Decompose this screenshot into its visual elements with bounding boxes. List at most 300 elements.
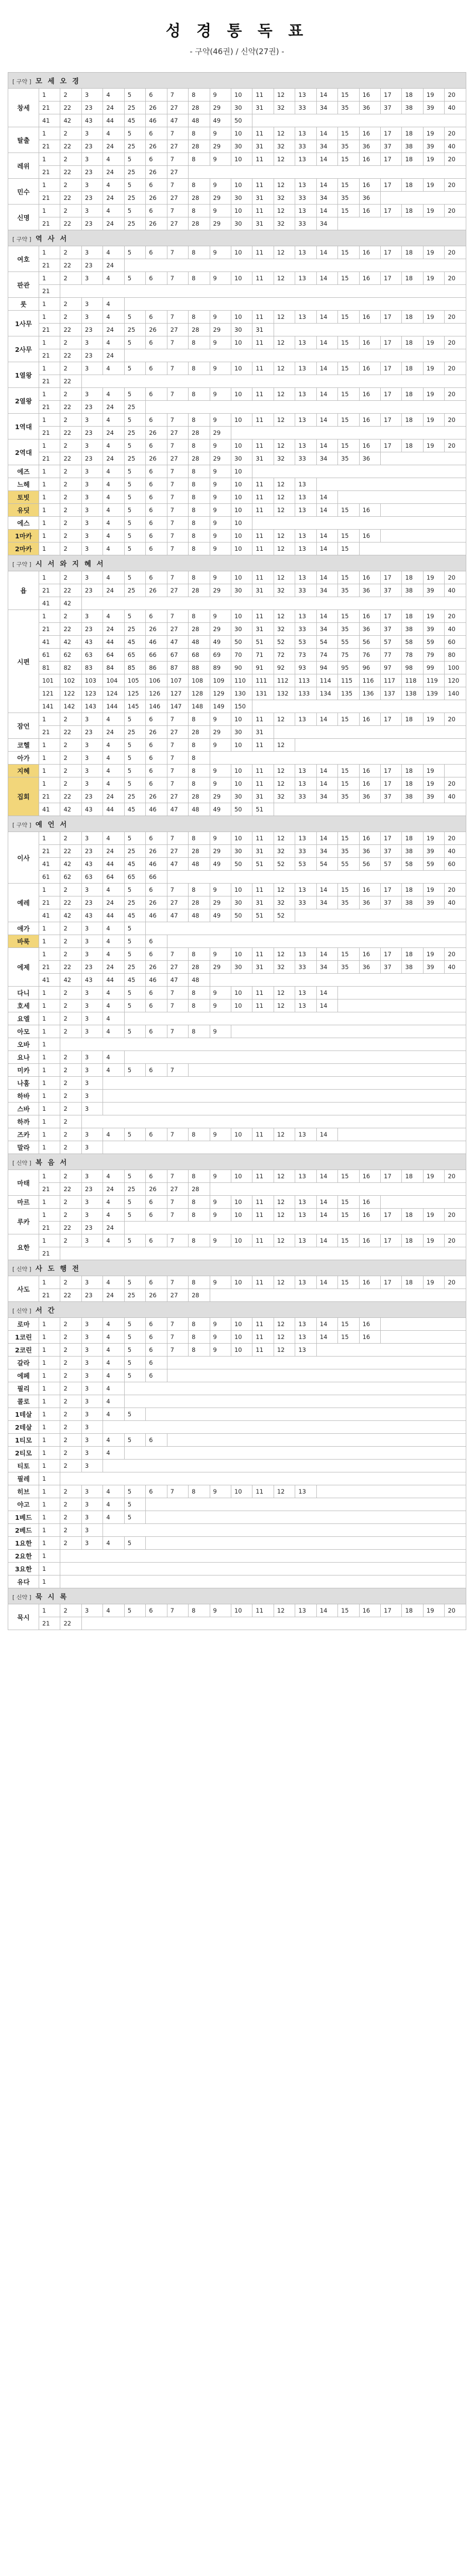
- chapter-checkbox[interactable]: 1: [39, 1537, 60, 1550]
- chapter-checkbox[interactable]: 24: [103, 140, 124, 153]
- chapter-checkbox[interactable]: 28: [189, 790, 210, 803]
- chapter-checkbox[interactable]: 16: [359, 362, 380, 375]
- chapter-checkbox[interactable]: 20: [445, 610, 466, 623]
- chapter-checkbox[interactable]: 1: [39, 1447, 60, 1460]
- chapter-checkbox[interactable]: 25: [124, 1183, 145, 1196]
- chapter-checkbox[interactable]: 23: [81, 192, 103, 205]
- chapter-checkbox[interactable]: 66: [146, 871, 167, 884]
- chapter-checkbox[interactable]: 54: [316, 636, 337, 649]
- chapter-checkbox[interactable]: 17: [381, 777, 402, 790]
- chapter-checkbox[interactable]: 32: [274, 584, 295, 597]
- chapter-checkbox[interactable]: 25: [124, 324, 145, 336]
- chapter-checkbox[interactable]: 3: [81, 884, 103, 896]
- chapter-checkbox[interactable]: 20: [445, 948, 466, 961]
- chapter-checkbox[interactable]: 9: [210, 765, 231, 777]
- chapter-checkbox[interactable]: 4: [103, 362, 124, 375]
- chapter-checkbox[interactable]: 14: [316, 1331, 337, 1344]
- chapter-checkbox[interactable]: 6: [146, 362, 167, 375]
- chapter-checkbox[interactable]: 20: [445, 153, 466, 166]
- chapter-checkbox[interactable]: 4: [103, 246, 124, 259]
- chapter-checkbox[interactable]: 52: [274, 858, 295, 871]
- chapter-checkbox[interactable]: 5: [124, 1498, 145, 1511]
- chapter-checkbox[interactable]: 1: [39, 571, 60, 584]
- chapter-checkbox[interactable]: 1: [39, 1064, 60, 1077]
- chapter-checkbox[interactable]: 43: [81, 803, 103, 816]
- chapter-checkbox[interactable]: 33: [295, 584, 316, 597]
- chapter-checkbox[interactable]: 7: [167, 311, 188, 324]
- chapter-checkbox[interactable]: 5: [124, 388, 145, 401]
- chapter-checkbox[interactable]: 9: [210, 336, 231, 349]
- chapter-checkbox[interactable]: 11: [252, 362, 274, 375]
- chapter-checkbox[interactable]: 9: [210, 439, 231, 452]
- chapter-checkbox[interactable]: 26: [146, 584, 167, 597]
- chapter-checkbox[interactable]: 5: [124, 987, 145, 999]
- chapter-checkbox[interactable]: 12: [274, 1196, 295, 1209]
- chapter-checkbox[interactable]: 5: [124, 765, 145, 777]
- chapter-checkbox[interactable]: 22: [60, 1183, 81, 1196]
- chapter-checkbox[interactable]: 21: [39, 845, 60, 858]
- chapter-checkbox[interactable]: 9: [210, 1196, 231, 1209]
- chapter-checkbox[interactable]: 99: [423, 662, 444, 674]
- chapter-checkbox[interactable]: 3: [81, 752, 103, 765]
- chapter-checkbox[interactable]: 19: [423, 388, 444, 401]
- chapter-checkbox[interactable]: 7: [167, 999, 188, 1012]
- chapter-checkbox[interactable]: 8: [189, 414, 210, 427]
- chapter-checkbox[interactable]: 30: [231, 584, 252, 597]
- chapter-checkbox[interactable]: 9: [210, 739, 231, 752]
- chapter-checkbox[interactable]: 6: [146, 1434, 167, 1447]
- chapter-checkbox[interactable]: 12: [274, 205, 295, 217]
- chapter-checkbox[interactable]: 2: [60, 1382, 81, 1395]
- chapter-checkbox[interactable]: 39: [423, 845, 444, 858]
- chapter-checkbox[interactable]: 4: [103, 1318, 124, 1331]
- chapter-checkbox[interactable]: 5: [124, 999, 145, 1012]
- chapter-checkbox[interactable]: 12: [274, 153, 295, 166]
- chapter-checkbox[interactable]: 112: [274, 674, 295, 687]
- chapter-checkbox[interactable]: 12: [274, 246, 295, 259]
- chapter-checkbox[interactable]: 6: [146, 311, 167, 324]
- chapter-checkbox[interactable]: 6: [146, 832, 167, 845]
- chapter-checkbox[interactable]: 4: [103, 439, 124, 452]
- chapter-checkbox[interactable]: 50: [231, 114, 252, 127]
- chapter-checkbox[interactable]: 1: [39, 153, 60, 166]
- chapter-checkbox[interactable]: 45: [124, 803, 145, 816]
- chapter-checkbox[interactable]: 14: [316, 414, 337, 427]
- chapter-checkbox[interactable]: 14: [316, 1128, 337, 1141]
- chapter-checkbox[interactable]: 40: [445, 845, 466, 858]
- chapter-checkbox[interactable]: 27: [167, 427, 188, 439]
- chapter-checkbox[interactable]: 14: [316, 439, 337, 452]
- chapter-checkbox[interactable]: 22: [60, 192, 81, 205]
- chapter-checkbox[interactable]: 11: [252, 1170, 274, 1183]
- chapter-checkbox[interactable]: 25: [124, 166, 145, 179]
- chapter-checkbox[interactable]: 16: [359, 153, 380, 166]
- chapter-checkbox[interactable]: 36: [359, 623, 380, 636]
- chapter-checkbox[interactable]: 9: [210, 414, 231, 427]
- chapter-checkbox[interactable]: 34: [316, 452, 337, 465]
- chapter-checkbox[interactable]: 107: [167, 674, 188, 687]
- chapter-checkbox[interactable]: 39: [423, 961, 444, 974]
- chapter-checkbox[interactable]: 22: [60, 845, 81, 858]
- chapter-checkbox[interactable]: 31: [252, 961, 274, 974]
- chapter-checkbox[interactable]: 47: [167, 858, 188, 871]
- chapter-checkbox[interactable]: 4: [103, 1064, 124, 1077]
- chapter-checkbox[interactable]: 11: [252, 948, 274, 961]
- chapter-checkbox[interactable]: 3: [81, 1447, 103, 1460]
- chapter-checkbox[interactable]: 5: [124, 517, 145, 530]
- chapter-checkbox[interactable]: 14: [316, 987, 337, 999]
- chapter-checkbox[interactable]: 10: [231, 465, 252, 478]
- chapter-checkbox[interactable]: 14: [316, 1318, 337, 1331]
- chapter-checkbox[interactable]: 6: [146, 1276, 167, 1289]
- chapter-checkbox[interactable]: 28: [189, 623, 210, 636]
- chapter-checkbox[interactable]: 22: [60, 1289, 81, 1302]
- chapter-checkbox[interactable]: 17: [381, 205, 402, 217]
- chapter-checkbox[interactable]: 86: [146, 662, 167, 674]
- chapter-checkbox[interactable]: 15: [338, 153, 359, 166]
- chapter-checkbox[interactable]: 11: [252, 530, 274, 543]
- chapter-checkbox[interactable]: 24: [103, 349, 124, 362]
- chapter-checkbox[interactable]: 27: [167, 452, 188, 465]
- chapter-checkbox[interactable]: 13: [295, 179, 316, 192]
- chapter-checkbox[interactable]: 10: [231, 504, 252, 517]
- chapter-checkbox[interactable]: 22: [60, 217, 81, 230]
- chapter-checkbox[interactable]: 6: [146, 1344, 167, 1357]
- chapter-checkbox[interactable]: 7: [167, 504, 188, 517]
- chapter-checkbox[interactable]: 15: [338, 610, 359, 623]
- chapter-checkbox[interactable]: 17: [381, 571, 402, 584]
- chapter-checkbox[interactable]: 26: [146, 192, 167, 205]
- chapter-checkbox[interactable]: 24: [103, 427, 124, 439]
- chapter-checkbox[interactable]: 5: [124, 179, 145, 192]
- chapter-checkbox[interactable]: 1: [39, 491, 60, 504]
- chapter-checkbox[interactable]: 63: [81, 871, 103, 884]
- chapter-checkbox[interactable]: 7: [167, 1485, 188, 1498]
- chapter-checkbox[interactable]: 22: [60, 101, 81, 114]
- chapter-checkbox[interactable]: 132: [274, 687, 295, 700]
- chapter-checkbox[interactable]: 1: [39, 1115, 60, 1128]
- chapter-checkbox[interactable]: 14: [316, 89, 337, 101]
- chapter-checkbox[interactable]: 38: [402, 961, 423, 974]
- chapter-checkbox[interactable]: 18: [402, 1234, 423, 1247]
- chapter-checkbox[interactable]: 9: [210, 478, 231, 491]
- chapter-checkbox[interactable]: 34: [316, 192, 337, 205]
- chapter-checkbox[interactable]: 35: [338, 584, 359, 597]
- chapter-checkbox[interactable]: 58: [402, 858, 423, 871]
- chapter-checkbox[interactable]: 11: [252, 832, 274, 845]
- chapter-checkbox[interactable]: 1: [39, 1090, 60, 1103]
- chapter-checkbox[interactable]: 17: [381, 713, 402, 726]
- chapter-checkbox[interactable]: 3: [81, 1196, 103, 1209]
- chapter-checkbox[interactable]: 24: [103, 259, 124, 272]
- chapter-checkbox[interactable]: 32: [274, 192, 295, 205]
- chapter-checkbox[interactable]: 24: [103, 896, 124, 909]
- chapter-checkbox[interactable]: 3: [81, 1485, 103, 1498]
- chapter-checkbox[interactable]: 28: [189, 584, 210, 597]
- chapter-checkbox[interactable]: 18: [402, 765, 423, 777]
- chapter-checkbox[interactable]: 12: [274, 739, 295, 752]
- chapter-checkbox[interactable]: 46: [146, 858, 167, 871]
- chapter-checkbox[interactable]: 15: [338, 1209, 359, 1222]
- chapter-checkbox[interactable]: 18: [402, 414, 423, 427]
- chapter-checkbox[interactable]: 129: [210, 687, 231, 700]
- chapter-checkbox[interactable]: 18: [402, 127, 423, 140]
- chapter-checkbox[interactable]: 9: [210, 832, 231, 845]
- chapter-checkbox[interactable]: 147: [167, 700, 188, 713]
- chapter-checkbox[interactable]: 5: [124, 205, 145, 217]
- chapter-checkbox[interactable]: 5: [124, 1064, 145, 1077]
- chapter-checkbox[interactable]: 4: [103, 127, 124, 140]
- chapter-checkbox[interactable]: 5: [124, 1331, 145, 1344]
- chapter-checkbox[interactable]: 14: [316, 311, 337, 324]
- chapter-checkbox[interactable]: 1: [39, 1331, 60, 1344]
- chapter-checkbox[interactable]: 13: [295, 1344, 316, 1357]
- chapter-checkbox[interactable]: 12: [274, 1604, 295, 1617]
- chapter-checkbox[interactable]: 47: [167, 114, 188, 127]
- chapter-checkbox[interactable]: 8: [189, 478, 210, 491]
- chapter-checkbox[interactable]: 16: [359, 89, 380, 101]
- chapter-checkbox[interactable]: 26: [146, 324, 167, 336]
- chapter-checkbox[interactable]: 10: [231, 571, 252, 584]
- chapter-checkbox[interactable]: 2: [60, 439, 81, 452]
- chapter-checkbox[interactable]: 28: [189, 140, 210, 153]
- chapter-checkbox[interactable]: 15: [338, 884, 359, 896]
- chapter-checkbox[interactable]: 19: [423, 1604, 444, 1617]
- chapter-checkbox[interactable]: 14: [316, 362, 337, 375]
- chapter-checkbox[interactable]: 7: [167, 832, 188, 845]
- chapter-checkbox[interactable]: 4: [103, 491, 124, 504]
- chapter-checkbox[interactable]: 4: [103, 1276, 124, 1289]
- chapter-checkbox[interactable]: 37: [381, 790, 402, 803]
- chapter-checkbox[interactable]: 21: [39, 166, 60, 179]
- chapter-checkbox[interactable]: 28: [189, 452, 210, 465]
- chapter-checkbox[interactable]: 8: [189, 504, 210, 517]
- chapter-checkbox[interactable]: 17: [381, 1170, 402, 1183]
- chapter-checkbox[interactable]: 4: [103, 311, 124, 324]
- chapter-checkbox[interactable]: 23: [81, 896, 103, 909]
- chapter-checkbox[interactable]: 36: [359, 101, 380, 114]
- chapter-checkbox[interactable]: 3: [81, 1276, 103, 1289]
- chapter-checkbox[interactable]: 19: [423, 1276, 444, 1289]
- chapter-checkbox[interactable]: 12: [274, 127, 295, 140]
- chapter-checkbox[interactable]: 9: [210, 89, 231, 101]
- chapter-checkbox[interactable]: 44: [103, 803, 124, 816]
- chapter-checkbox[interactable]: 9: [210, 1234, 231, 1247]
- chapter-checkbox[interactable]: 23: [81, 349, 103, 362]
- chapter-checkbox[interactable]: 2: [60, 1369, 81, 1382]
- chapter-checkbox[interactable]: 8: [189, 713, 210, 726]
- chapter-checkbox[interactable]: 2: [60, 153, 81, 166]
- chapter-checkbox[interactable]: 48: [189, 974, 210, 987]
- chapter-checkbox[interactable]: 2: [60, 1344, 81, 1357]
- chapter-checkbox[interactable]: 1: [39, 1395, 60, 1408]
- chapter-checkbox[interactable]: 7: [167, 543, 188, 555]
- chapter-checkbox[interactable]: 40: [445, 140, 466, 153]
- chapter-checkbox[interactable]: 6: [146, 89, 167, 101]
- chapter-checkbox[interactable]: 4: [103, 298, 124, 311]
- chapter-checkbox[interactable]: 3: [81, 777, 103, 790]
- chapter-checkbox[interactable]: 31: [252, 584, 274, 597]
- chapter-checkbox[interactable]: 19: [423, 89, 444, 101]
- chapter-checkbox[interactable]: 48: [189, 909, 210, 922]
- chapter-checkbox[interactable]: 10: [231, 205, 252, 217]
- chapter-checkbox[interactable]: 135: [338, 687, 359, 700]
- chapter-checkbox[interactable]: 1: [39, 987, 60, 999]
- chapter-checkbox[interactable]: 12: [274, 610, 295, 623]
- chapter-checkbox[interactable]: 11: [252, 153, 274, 166]
- chapter-checkbox[interactable]: 7: [167, 571, 188, 584]
- chapter-checkbox[interactable]: 6: [146, 1331, 167, 1344]
- chapter-checkbox[interactable]: 13: [295, 89, 316, 101]
- chapter-checkbox[interactable]: 21: [39, 401, 60, 414]
- chapter-checkbox[interactable]: 31: [252, 192, 274, 205]
- chapter-checkbox[interactable]: 49: [210, 858, 231, 871]
- chapter-checkbox[interactable]: 2: [60, 1012, 81, 1025]
- chapter-checkbox[interactable]: 8: [189, 987, 210, 999]
- chapter-checkbox[interactable]: 23: [81, 623, 103, 636]
- chapter-checkbox[interactable]: 16: [359, 414, 380, 427]
- chapter-checkbox[interactable]: 15: [338, 414, 359, 427]
- chapter-checkbox[interactable]: 26: [146, 790, 167, 803]
- chapter-checkbox[interactable]: 19: [423, 777, 444, 790]
- chapter-checkbox[interactable]: 15: [338, 246, 359, 259]
- chapter-checkbox[interactable]: 13: [295, 1234, 316, 1247]
- chapter-checkbox[interactable]: 1: [39, 205, 60, 217]
- chapter-checkbox[interactable]: 35: [338, 101, 359, 114]
- chapter-checkbox[interactable]: 29: [210, 623, 231, 636]
- chapter-checkbox[interactable]: 14: [316, 571, 337, 584]
- chapter-checkbox[interactable]: 26: [146, 896, 167, 909]
- chapter-checkbox[interactable]: 4: [103, 1234, 124, 1247]
- chapter-checkbox[interactable]: 11: [252, 179, 274, 192]
- chapter-checkbox[interactable]: 32: [274, 452, 295, 465]
- chapter-checkbox[interactable]: 144: [103, 700, 124, 713]
- chapter-checkbox[interactable]: 2: [60, 987, 81, 999]
- chapter-checkbox[interactable]: 20: [445, 1604, 466, 1617]
- chapter-checkbox[interactable]: 2: [60, 1460, 81, 1472]
- chapter-checkbox[interactable]: 4: [103, 504, 124, 517]
- chapter-checkbox[interactable]: 10: [231, 765, 252, 777]
- chapter-checkbox[interactable]: 24: [103, 961, 124, 974]
- chapter-checkbox[interactable]: 67: [167, 649, 188, 662]
- chapter-checkbox[interactable]: 5: [124, 832, 145, 845]
- chapter-checkbox[interactable]: 10: [231, 1209, 252, 1222]
- chapter-checkbox[interactable]: 1: [39, 530, 60, 543]
- chapter-checkbox[interactable]: 16: [359, 1196, 380, 1209]
- chapter-checkbox[interactable]: 8: [189, 272, 210, 285]
- chapter-checkbox[interactable]: 42: [60, 636, 81, 649]
- chapter-checkbox[interactable]: 30: [231, 623, 252, 636]
- chapter-checkbox[interactable]: 15: [338, 388, 359, 401]
- chapter-checkbox[interactable]: 1: [39, 1276, 60, 1289]
- chapter-checkbox[interactable]: 11: [252, 1318, 274, 1331]
- chapter-checkbox[interactable]: 15: [338, 948, 359, 961]
- chapter-checkbox[interactable]: 10: [231, 336, 252, 349]
- chapter-checkbox[interactable]: 28: [189, 427, 210, 439]
- chapter-checkbox[interactable]: 3: [81, 1103, 103, 1115]
- chapter-checkbox[interactable]: 51: [252, 636, 274, 649]
- chapter-checkbox[interactable]: 13: [295, 571, 316, 584]
- chapter-checkbox[interactable]: 89: [210, 662, 231, 674]
- chapter-checkbox[interactable]: 2: [60, 1170, 81, 1183]
- chapter-checkbox[interactable]: 36: [359, 584, 380, 597]
- chapter-checkbox[interactable]: 4: [103, 1170, 124, 1183]
- chapter-checkbox[interactable]: 2: [60, 999, 81, 1012]
- chapter-checkbox[interactable]: 31: [252, 324, 274, 336]
- chapter-checkbox[interactable]: 2: [60, 752, 81, 765]
- chapter-checkbox[interactable]: 2: [60, 1434, 81, 1447]
- chapter-checkbox[interactable]: 71: [252, 649, 274, 662]
- chapter-checkbox[interactable]: 36: [359, 140, 380, 153]
- chapter-checkbox[interactable]: 6: [146, 491, 167, 504]
- chapter-checkbox[interactable]: 24: [103, 1222, 124, 1234]
- chapter-checkbox[interactable]: 2: [60, 179, 81, 192]
- chapter-checkbox[interactable]: 6: [146, 610, 167, 623]
- chapter-checkbox[interactable]: 1: [39, 1472, 60, 1485]
- chapter-checkbox[interactable]: 18: [402, 1604, 423, 1617]
- chapter-checkbox[interactable]: 3: [81, 1537, 103, 1550]
- chapter-checkbox[interactable]: 27: [167, 584, 188, 597]
- chapter-checkbox[interactable]: 15: [338, 1604, 359, 1617]
- chapter-checkbox[interactable]: 9: [210, 1170, 231, 1183]
- chapter-checkbox[interactable]: 87: [167, 662, 188, 674]
- chapter-checkbox[interactable]: 16: [359, 832, 380, 845]
- chapter-checkbox[interactable]: 32: [274, 790, 295, 803]
- chapter-checkbox[interactable]: 3: [81, 1408, 103, 1421]
- chapter-checkbox[interactable]: 38: [402, 140, 423, 153]
- chapter-checkbox[interactable]: 19: [423, 884, 444, 896]
- chapter-checkbox[interactable]: 46: [146, 636, 167, 649]
- chapter-checkbox[interactable]: 6: [146, 465, 167, 478]
- chapter-checkbox[interactable]: 4: [103, 1537, 124, 1550]
- chapter-checkbox[interactable]: 116: [359, 674, 380, 687]
- chapter-checkbox[interactable]: 42: [60, 974, 81, 987]
- chapter-checkbox[interactable]: 17: [381, 388, 402, 401]
- chapter-checkbox[interactable]: 22: [60, 790, 81, 803]
- chapter-checkbox[interactable]: 11: [252, 713, 274, 726]
- chapter-checkbox[interactable]: 10: [231, 414, 252, 427]
- chapter-checkbox[interactable]: 18: [402, 89, 423, 101]
- chapter-checkbox[interactable]: 2: [60, 571, 81, 584]
- chapter-checkbox[interactable]: 25: [124, 217, 145, 230]
- chapter-checkbox[interactable]: 24: [103, 324, 124, 336]
- chapter-checkbox[interactable]: 9: [210, 388, 231, 401]
- chapter-checkbox[interactable]: 6: [146, 1485, 167, 1498]
- chapter-checkbox[interactable]: 19: [423, 311, 444, 324]
- chapter-checkbox[interactable]: 10: [231, 127, 252, 140]
- chapter-checkbox[interactable]: 8: [189, 336, 210, 349]
- chapter-checkbox[interactable]: 26: [146, 1289, 167, 1302]
- chapter-checkbox[interactable]: 25: [124, 101, 145, 114]
- chapter-checkbox[interactable]: 18: [402, 832, 423, 845]
- chapter-checkbox[interactable]: 3: [81, 1369, 103, 1382]
- chapter-checkbox[interactable]: 7: [167, 491, 188, 504]
- chapter-checkbox[interactable]: 1: [39, 1077, 60, 1090]
- chapter-checkbox[interactable]: 7: [167, 336, 188, 349]
- chapter-checkbox[interactable]: 3: [81, 922, 103, 935]
- chapter-checkbox[interactable]: 35: [338, 452, 359, 465]
- chapter-checkbox[interactable]: 16: [359, 884, 380, 896]
- chapter-checkbox[interactable]: 120: [445, 674, 466, 687]
- chapter-checkbox[interactable]: 13: [295, 478, 316, 491]
- chapter-checkbox[interactable]: 24: [103, 217, 124, 230]
- chapter-checkbox[interactable]: 43: [81, 909, 103, 922]
- chapter-checkbox[interactable]: 26: [146, 961, 167, 974]
- chapter-checkbox[interactable]: 2: [60, 1485, 81, 1498]
- chapter-checkbox[interactable]: 12: [274, 388, 295, 401]
- chapter-checkbox[interactable]: 32: [274, 101, 295, 114]
- chapter-checkbox[interactable]: 19: [423, 948, 444, 961]
